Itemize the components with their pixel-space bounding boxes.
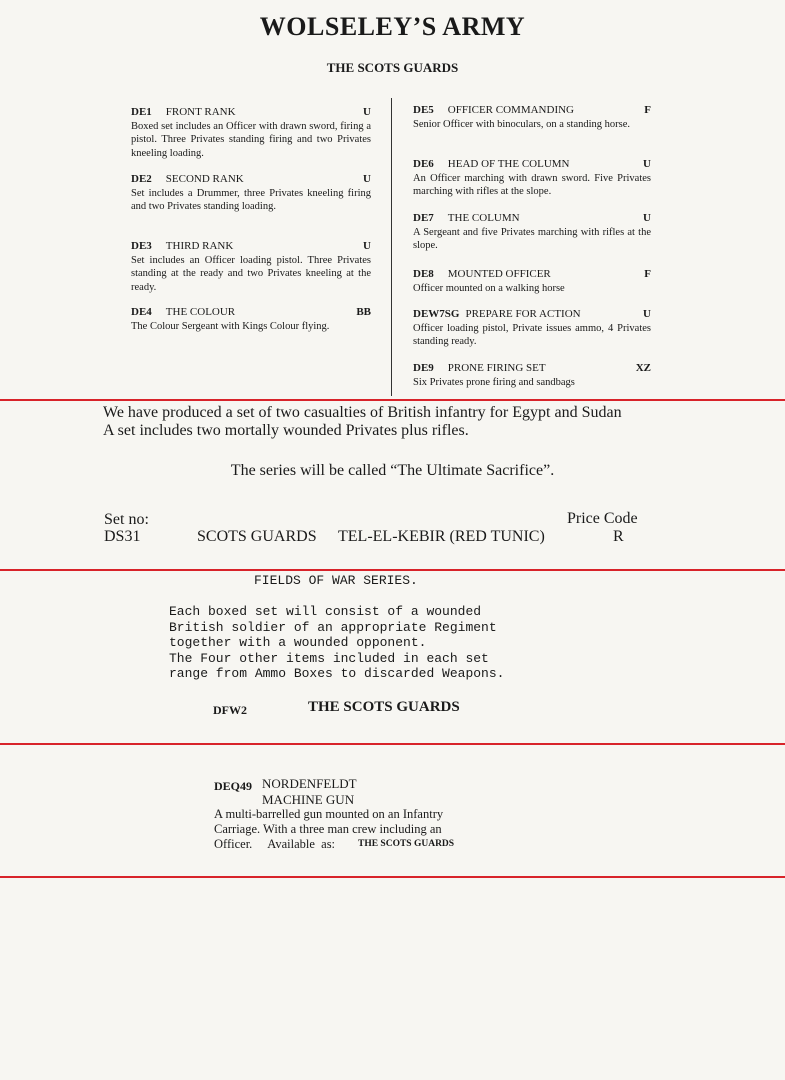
entry-code: DE7 xyxy=(413,212,434,224)
set-price: R xyxy=(613,528,624,545)
fields-of-war-line: Each boxed set will consist of a wounded xyxy=(169,604,482,619)
section-divider xyxy=(0,876,785,878)
set-code: DS31 xyxy=(104,528,141,545)
entry-name: HEAD OF THE COLUMN xyxy=(447,158,570,170)
deq49-name-line2: MACHINE GUN xyxy=(262,792,355,807)
entry-code: DE1 xyxy=(131,106,152,118)
entry-code: DE5 xyxy=(413,104,434,116)
entry-price: F xyxy=(644,104,651,116)
entry-description: Officer loading pistol, Private issues ammo, 4 Privates standing ready. xyxy=(413,322,651,347)
deq49-availability: THE SCOTS GUARDS xyxy=(358,839,455,849)
entry-name: PREPARE FOR ACTION xyxy=(465,308,581,320)
catalog-entry-de4 xyxy=(131,306,371,333)
entry-price: U xyxy=(643,308,651,320)
entry-price: U xyxy=(363,106,371,118)
entry-description: Set includes an Officer loading pistol. Three Privates standing at the ready and two Privates kneeling at the ready. xyxy=(131,254,371,293)
deq49-name-line1: NORDENFELDT xyxy=(262,776,357,791)
deq49-desc-line3: Officer. Available as: xyxy=(214,837,336,851)
deq49-code: DEQ49 xyxy=(214,779,253,793)
section-divider xyxy=(0,399,785,401)
entry-price: U xyxy=(363,173,371,185)
entry-description: Boxed set includes an Officer with drawn sword, firing a pistol. Three Privates standing firing and two Privates kneeling loading. xyxy=(131,120,371,159)
entry-description: Six Privates prone firing and sandbags xyxy=(413,376,575,388)
set-name: TEL-EL-KEBIR (RED TUNIC) xyxy=(338,528,545,545)
catalog-entry-de3 xyxy=(131,240,371,294)
entry-name: SECOND RANK xyxy=(165,173,244,185)
set-no-label: Set no: xyxy=(104,511,149,528)
catalog-entry-de1 xyxy=(131,106,371,160)
entry-name: OFFICER COMMANDING xyxy=(447,104,574,116)
entry-code: DE4 xyxy=(131,306,152,318)
fields-of-war-heading: FIELDS OF WAR SERIES. xyxy=(254,573,418,588)
price-code-label: Price Code xyxy=(567,510,638,527)
catalog-entry-de2 xyxy=(131,173,371,214)
entry-name: PRONE FIRING SET xyxy=(447,362,546,374)
entry-code: DE6 xyxy=(413,158,434,170)
entry-description: Officer mounted on a walking horse xyxy=(413,282,565,294)
entry-price: XZ xyxy=(635,362,651,374)
entry-price: BB xyxy=(356,306,371,318)
series-name: The series will be called “The Ultimate Sacrifice”. xyxy=(230,462,555,479)
set-regiment: SCOTS GUARDS xyxy=(197,528,317,545)
entry-price: F xyxy=(644,268,651,280)
page-subtitle: THE SCOTS GUARDS xyxy=(326,60,459,75)
entry-code: DEW7SG xyxy=(413,308,460,320)
column-divider xyxy=(391,98,392,396)
entry-code: DE3 xyxy=(131,240,152,252)
entry-price: U xyxy=(643,158,651,170)
entry-description: A Sergeant and five Privates marching with rifles at the slope. xyxy=(413,226,651,251)
entry-description: The Colour Sergeant with Kings Colour flying. xyxy=(131,320,330,332)
entry-name: MOUNTED OFFICER xyxy=(447,268,551,280)
entry-description: Senior Officer with binoculars, on a standing horse. xyxy=(413,118,631,130)
fields-of-war-line: range from Ammo Boxes to discarded Weapons. xyxy=(169,666,505,681)
catalog-entry-de6 xyxy=(413,158,651,199)
catalog-entry-dew7sg xyxy=(413,308,651,349)
page-title: WOLSELEY’S ARMY xyxy=(259,12,526,41)
casualties-intro-line2: A set includes two mortally wounded Privates plus rifles. xyxy=(103,422,469,439)
entry-price: U xyxy=(363,240,371,252)
section-divider xyxy=(0,743,785,745)
casualties-intro-line1: We have produced a set of two casualties of British infantry for Egypt and Sudan xyxy=(103,404,622,421)
deq49-desc-line1: A multi-barrelled gun mounted on an Infantry xyxy=(214,807,444,821)
entry-price: U xyxy=(643,212,651,224)
dfw2-name: THE SCOTS GUARDS xyxy=(308,699,460,715)
entry-name: THE COLOUR xyxy=(165,306,236,318)
entry-name: THIRD RANK xyxy=(165,240,234,252)
fields-of-war-line: British soldier of an appropriate Regiment xyxy=(169,620,497,635)
entry-name: THE COLUMN xyxy=(447,212,520,224)
fields-of-war-line: The Four other items included in each set xyxy=(169,651,489,666)
deq49-desc-line2: Carriage. With a three man crew including an xyxy=(214,822,442,836)
entry-description: Set includes a Drummer, three Privates kneeling firing and two Privates standing loading. xyxy=(131,187,371,212)
catalog-entry-de9 xyxy=(413,362,651,389)
entry-name: FRONT RANK xyxy=(165,106,236,118)
catalog-entry-de5 xyxy=(413,104,651,131)
dfw2-code: DFW2 xyxy=(213,703,247,717)
entry-code: DE9 xyxy=(413,362,434,374)
entry-description: An Officer marching with drawn sword. Five Privates marching with rifles at the slope. xyxy=(413,172,651,197)
entry-code: DE2 xyxy=(131,173,152,185)
fields-of-war-line: together with a wounded opponent. xyxy=(169,635,427,650)
entry-code: DE8 xyxy=(413,268,434,280)
catalog-entry-de8 xyxy=(413,268,651,295)
section-divider xyxy=(0,569,785,571)
catalog-entry-de7 xyxy=(413,212,651,253)
